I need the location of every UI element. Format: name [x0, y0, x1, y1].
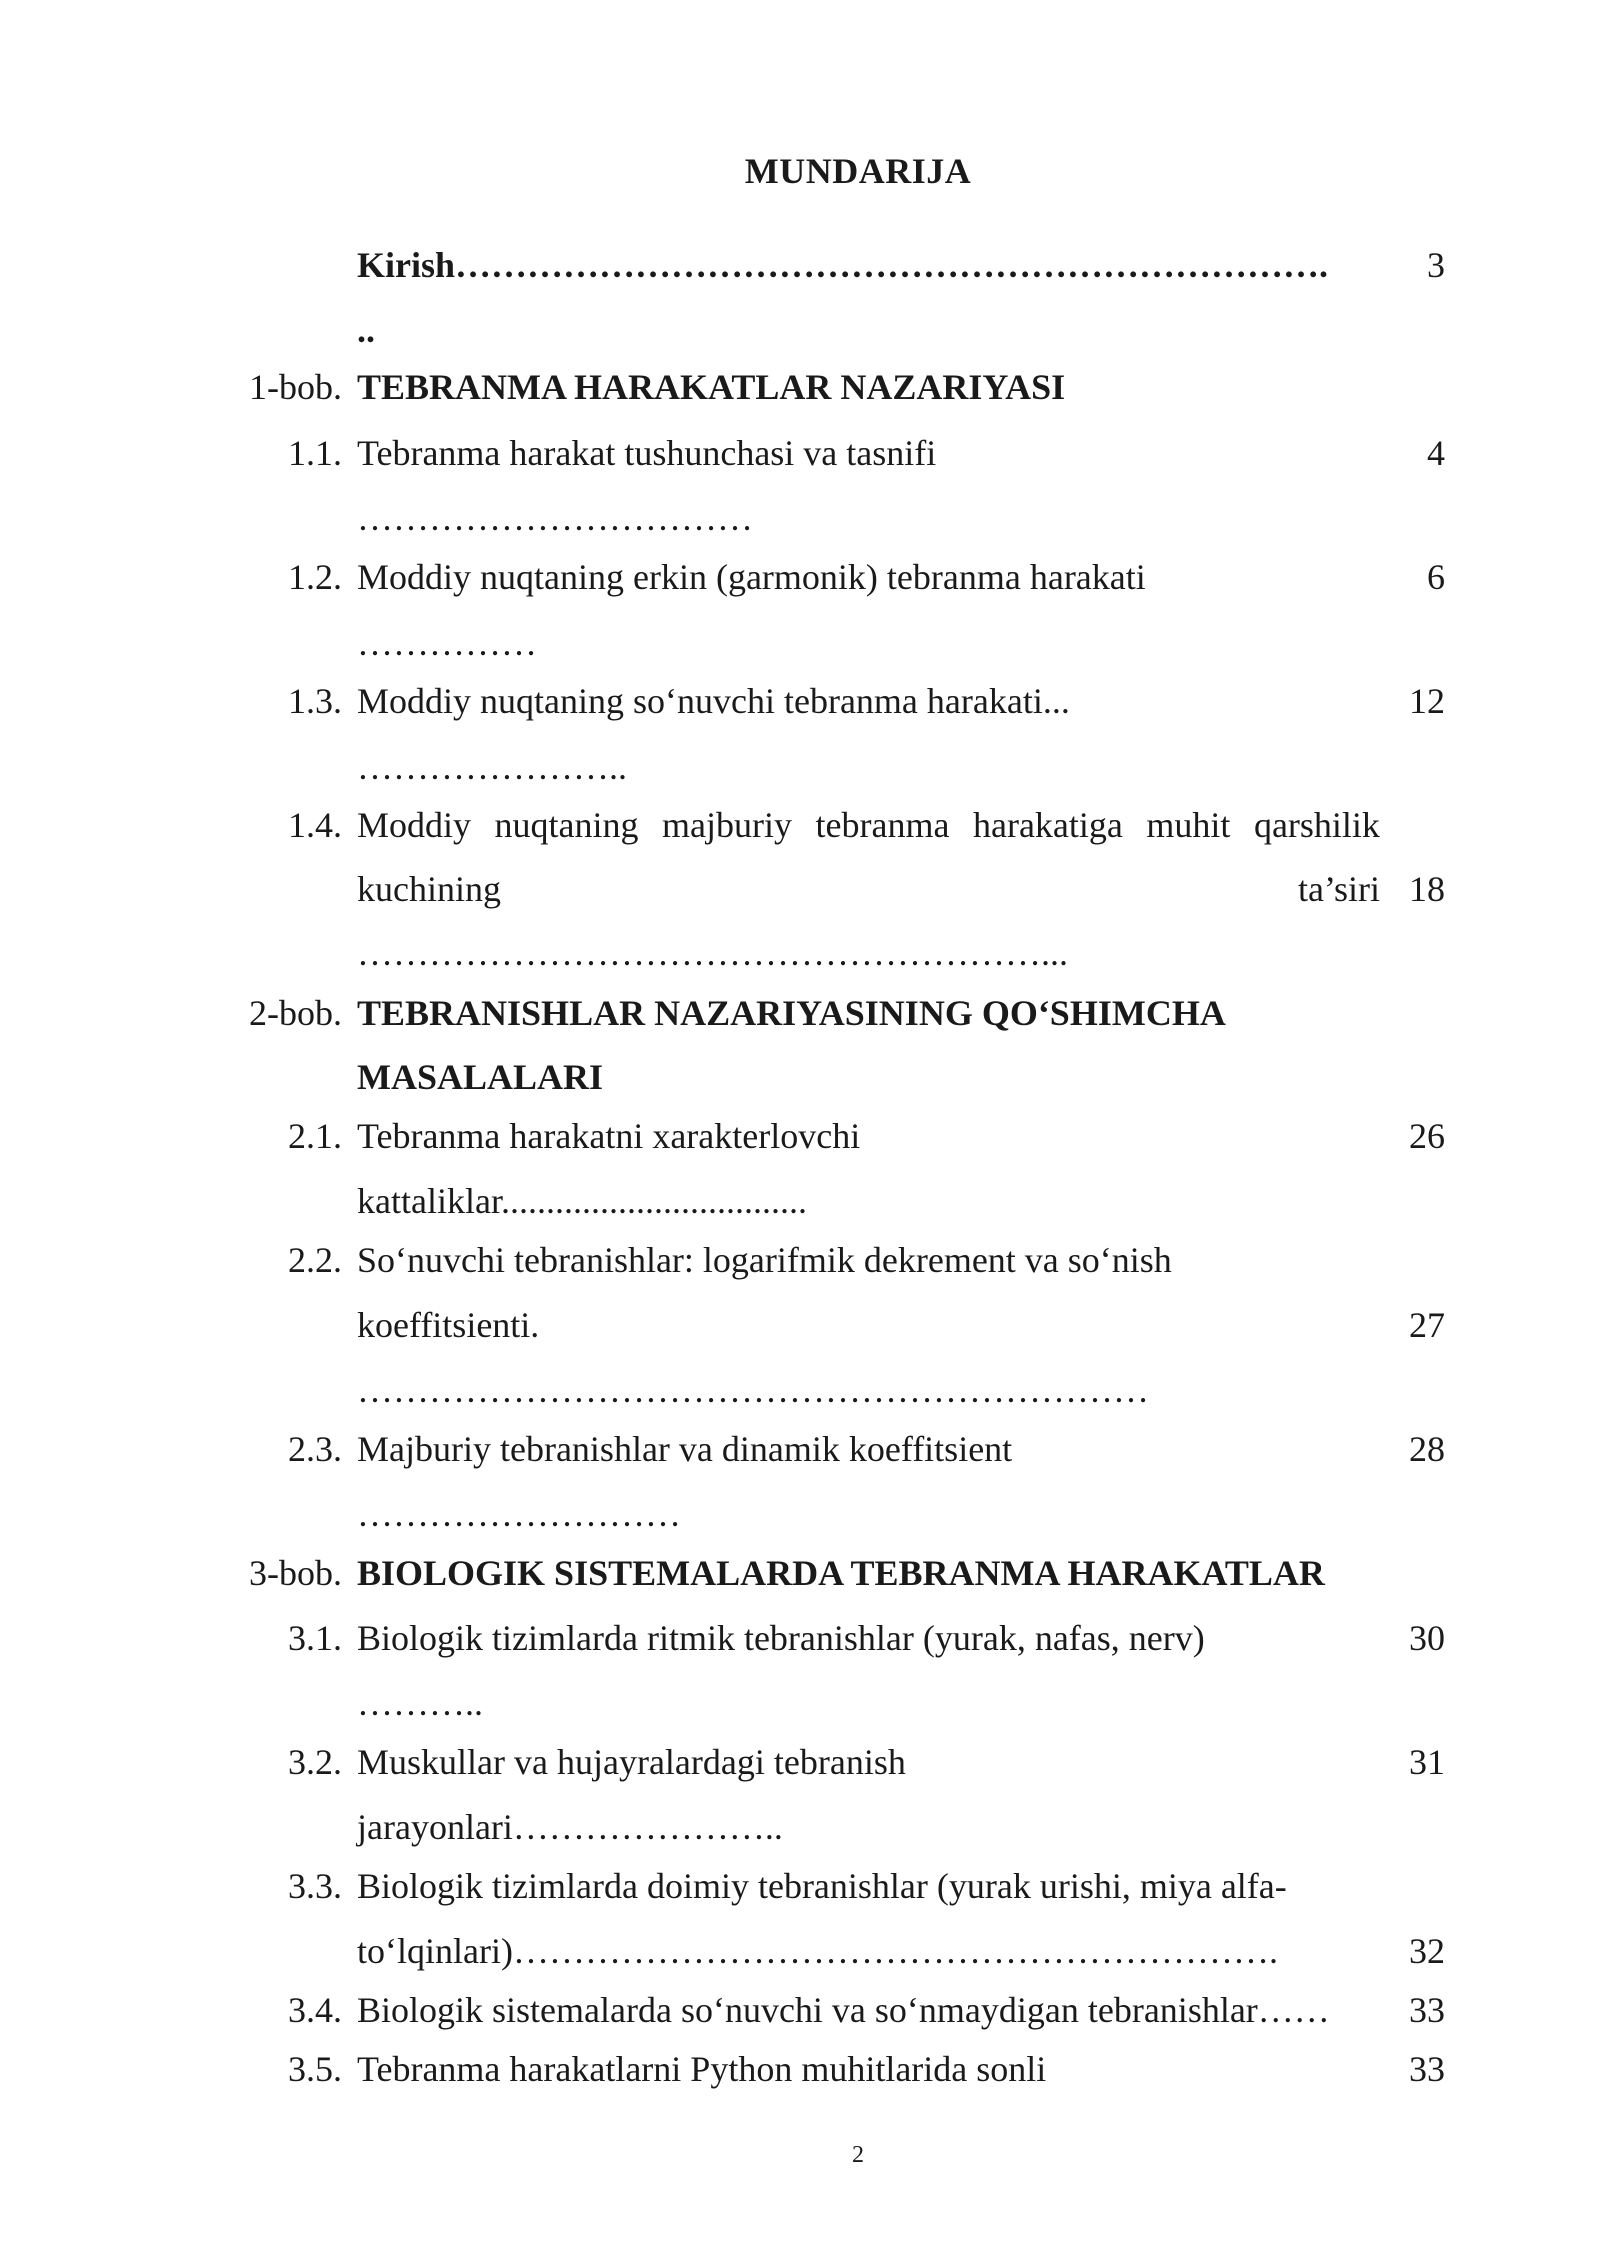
section-title: Tebranma harakat tushunchasi va tasnifi	[357, 433, 937, 473]
toc-title: MUNDARIJA	[744, 151, 972, 191]
section-number: 2.1.	[288, 1116, 342, 1156]
toc-intro-label: Kirish……………………………………………………………….	[357, 245, 1329, 285]
section-number: 2.3.	[288, 1429, 342, 1469]
section-number: 3.2.	[288, 1742, 342, 1782]
toc-page-number: 26	[1409, 1116, 1445, 1156]
toc-page-number: 6	[1427, 557, 1445, 597]
section-title: Biologik tizimlarda ritmik tebranishlar (yurak, nafas, nerv)	[357, 1618, 1205, 1658]
section-number: 1.2.	[288, 557, 342, 597]
section-number: 3.4.	[288, 1990, 342, 2030]
section-title: Majburiy tebranishlar va dinamik koeffitsient	[357, 1429, 1013, 1469]
section-number: 3.3.	[288, 1866, 342, 1906]
toc-page-number: 31	[1409, 1742, 1445, 1782]
section-title: So‘nuvchi tebranishlar: logarifmik dekrement va so‘nish	[357, 1240, 1172, 1280]
section-title: Moddiy nuqtaning so‘nuvchi tebranma harakati...	[357, 681, 1070, 721]
section-title: Tebranma harakatlarni Python muhitlarida sonli	[357, 2049, 1047, 2089]
toc-page-number: 27	[1409, 1305, 1445, 1345]
section-title: Biologik sistemalarda so‘nuvchi va so‘nmaydigan tebranishlar……	[357, 1990, 1330, 2030]
page-number-footer: 2	[852, 2142, 864, 2168]
toc-page-number: 3	[1427, 245, 1445, 285]
toc-page-number: 28	[1409, 1429, 1445, 1469]
chapter-title: TEBRANISHLAR NAZARIYASINING QO‘SHIMCHA	[357, 993, 1226, 1033]
section-number: 3.5.	[288, 2049, 342, 2089]
section-title: Muskullar va hujayralardagi tebranish	[357, 1742, 906, 1782]
section-number: 1.4.	[288, 805, 342, 845]
section-number: 3.1.	[288, 1618, 342, 1658]
chapter-title: BIOLOGIK SISTEMALARDA TEBRANMA HARAKATLAR	[357, 1553, 1325, 1593]
toc-page-number: 33	[1409, 2049, 1445, 2089]
section-number: 1.1.	[288, 433, 342, 473]
toc-page-number: 12	[1409, 681, 1445, 721]
toc-page-number: 32	[1409, 1931, 1445, 1971]
toc-page-number: 18	[1409, 869, 1445, 909]
toc-page-number: 30	[1409, 1618, 1445, 1658]
document-page: MUNDARIJA Kirish………………………………………………………………. 3 .. 1-bob. TEBRANMA HARAKATLAR NAZARIYASI 1.1. Tebranma harakat tushunchasi va tasnifi 4 …………………………… 1.2. Moddiy nuqtaning erkin (garmonik) tebranma harakati 6 …………… 1.3. Moddiy nuqtaning so‘nuvchi tebranma harakati... 12 ………………….. 1.4. Moddiy nuqtaning majburiy tebranma harakatiga muhit qarshilik kuchining ta’siri 18 …………………………………………………... 2-bob. TEBRANISHLAR NAZARIYASINING QO‘SHIMCHA MASALALARI 2.1. Tebranma harakatni xarakterlovchi 26 kattaliklar.................................. 2.2. So‘nuvchi tebranishlar: logarifmik dekrement va so‘nish koeffitsienti. 27 ………………………………………………………… 2.3. Majburiy tebranishlar va dinamik koeffitsient 28 ……………………… 3-bob. BIOLOGIK SISTEMALARDA TEBRANMA HARAKATLAR 3.1. Biologik tizimlarda ritmik tebranishlar (yurak, nafas, nerv) 30 ……….. 3.2. Muskullar va hujayralardagi tebranish 31 jarayonlari………………….. 3.3. Biologik tizimlarda doimiy tebranishlar (yurak urishi, miya alfa- to‘lqinlari)………………………………………………………. 32 3.4. Biologik sistemalarda so‘nuvchi va so‘nmaydigan tebranishlar…… 33 3.5. Tebranma harakatlarni Python muhitlarida sonli 33 2	[0, 0, 1600, 2262]
chapter-title: TEBRANMA HARAKATLAR NAZARIYASI	[357, 367, 1066, 407]
chapter-number: 1-bob.	[249, 367, 342, 407]
toc-page-number: 4	[1427, 433, 1445, 473]
section-number: 1.3.	[288, 681, 342, 721]
section-title: Tebranma harakatni xarakterlovchi	[357, 1116, 861, 1156]
section-title: Moddiy nuqtaning erkin (garmonik) tebranma harakati	[357, 557, 1146, 597]
section-title: Moddiy nuqtaning majburiy tebranma harakatiga muhit qarshilik	[357, 805, 1380, 845]
toc-page-number: 33	[1409, 1990, 1445, 2030]
chapter-number: 2-bob.	[249, 993, 342, 1033]
section-title: Biologik tizimlarda doimiy tebranishlar (yurak urishi, miya alfa-	[357, 1866, 1287, 1906]
section-number: 2.2.	[288, 1240, 342, 1280]
chapter-number: 3-bob.	[249, 1553, 342, 1593]
